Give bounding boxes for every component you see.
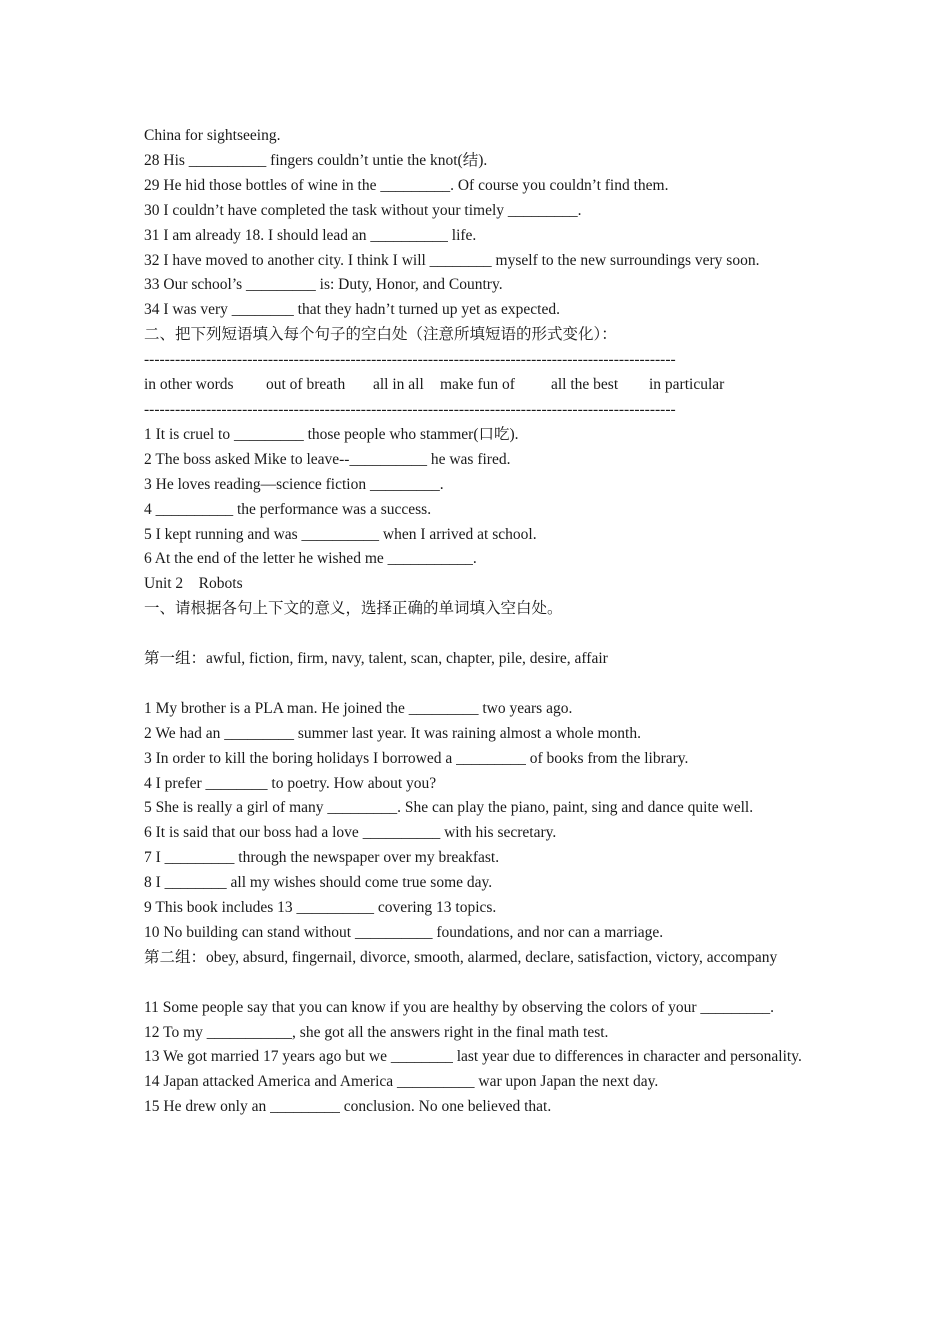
spacer [144, 971, 806, 996]
word-question-14: 14 Japan attacked America and America __________ war upon Japan the next day. [144, 1073, 659, 1091]
word-question-9: 9 This book includes 13 __________ covering 13 topics. [144, 899, 497, 917]
question-30: 30 I couldn’t have completed the task without your timely _________. [144, 201, 582, 219]
word-question-1: 1 My brother is a PLA man. He joined the _________ two years ago. [144, 699, 573, 717]
word-question-6: 6 It is said that our boss had a love __________ with his secretary. [144, 824, 557, 842]
word-group-2: 第二组：obey, absurd, fingernail, divorce, smooth, alarmed, declare, satisfaction, victory, accompany [144, 948, 778, 966]
word-question-8: 8 I ________ all my wishes should come true some day. [144, 874, 493, 892]
document-page [144, 124, 806, 1120]
word-question-3: 3 In order to kill the boring holidays I borrowed a _________ of books from the library. [144, 749, 689, 767]
word-question-13: 13 We got married 17 years ago but we ________ last year due to differences in character and personality. [144, 1048, 802, 1066]
question-29: 29 He hid those bottles of wine in the _________. Of course you couldn’t find them. [144, 176, 669, 194]
phrase-item: all the best [551, 376, 619, 394]
text-line: China for sightseeing. [144, 127, 281, 144]
question-31: 31 I am already 18. I should lead an __________ life. [144, 226, 477, 244]
word-question-15: 15 He drew only an _________ conclusion. No one believed that. [144, 1098, 552, 1116]
phrase-question-2: 2 The boss asked Mike to leave--__________ he was fired. [144, 450, 511, 468]
phrase-question-1: 1 It is cruel to _________ those people who stammer(口吃). [144, 425, 519, 443]
question-28: 28 His __________ fingers couldn’t untie the knot(结). [144, 151, 488, 169]
phrase-item: all in all [373, 376, 424, 394]
word-question-12: 12 To my ___________, she got all the answers right in the final math test. [144, 1023, 609, 1041]
spacer [144, 672, 806, 697]
phrase-item: in other words [144, 376, 234, 394]
question-32: 32 I have moved to another city. I think I will ________ myself to the new surroundings very soon. [144, 251, 760, 269]
word-question-10: 10 No building can stand without __________ foundations, and nor can a marriage. [144, 923, 664, 941]
phrase-bank [144, 373, 806, 398]
word-question-11: 11 Some people say that you can know if you are healthy by observing the colors of your _________. [144, 998, 775, 1016]
phrase-question-6: 6 At the end of the letter he wished me ___________. [144, 550, 477, 568]
separator-top: ------------------------------------------------------------------------------------------------------- [144, 351, 676, 369]
word-group-1: 第一组：awful, fiction, firm, navy, talent, scan, chapter, pile, desire, affair [144, 650, 608, 668]
word-question-5: 5 She is really a girl of many _________. She can play the piano, paint, sing and dance quite well. [144, 799, 754, 817]
section-heading-words: 一、请根据各句上下文的意义，选择正确的单词填入空白处。 [144, 600, 563, 618]
word-question-4: 4 I prefer ________ to poetry. How about you? [144, 774, 437, 792]
separator-bottom: ------------------------------------------------------------------------------------------------------- [144, 400, 676, 418]
unit-title: Unit 2 Robots [144, 575, 243, 593]
phrase-item: out of breath [266, 376, 346, 394]
question-33: 33 Our school’s _________ is: Duty, Honor, and Country. [144, 276, 503, 294]
section-heading-phrases: 二、把下列短语填入每个句子的空白处（注意所填短语的形式变化）： [144, 326, 617, 344]
phrase-item: make fun of [440, 376, 515, 394]
phrase-question-5: 5 I kept running and was __________ when I arrived at school. [144, 525, 537, 543]
word-question-7: 7 I _________ through the newspaper over my breakfast. [144, 849, 500, 867]
question-34: 34 I was very ________ that they hadn’t turned up yet as expected. [144, 301, 560, 319]
spacer [144, 622, 806, 647]
phrase-item: in particular [649, 376, 725, 394]
phrase-question-3: 3 He loves reading—science fiction _________. [144, 475, 444, 493]
phrase-question-4: 4 __________ the performance was a success. [144, 500, 432, 518]
word-question-2: 2 We had an _________ summer last year. It was raining almost a whole month. [144, 724, 641, 742]
